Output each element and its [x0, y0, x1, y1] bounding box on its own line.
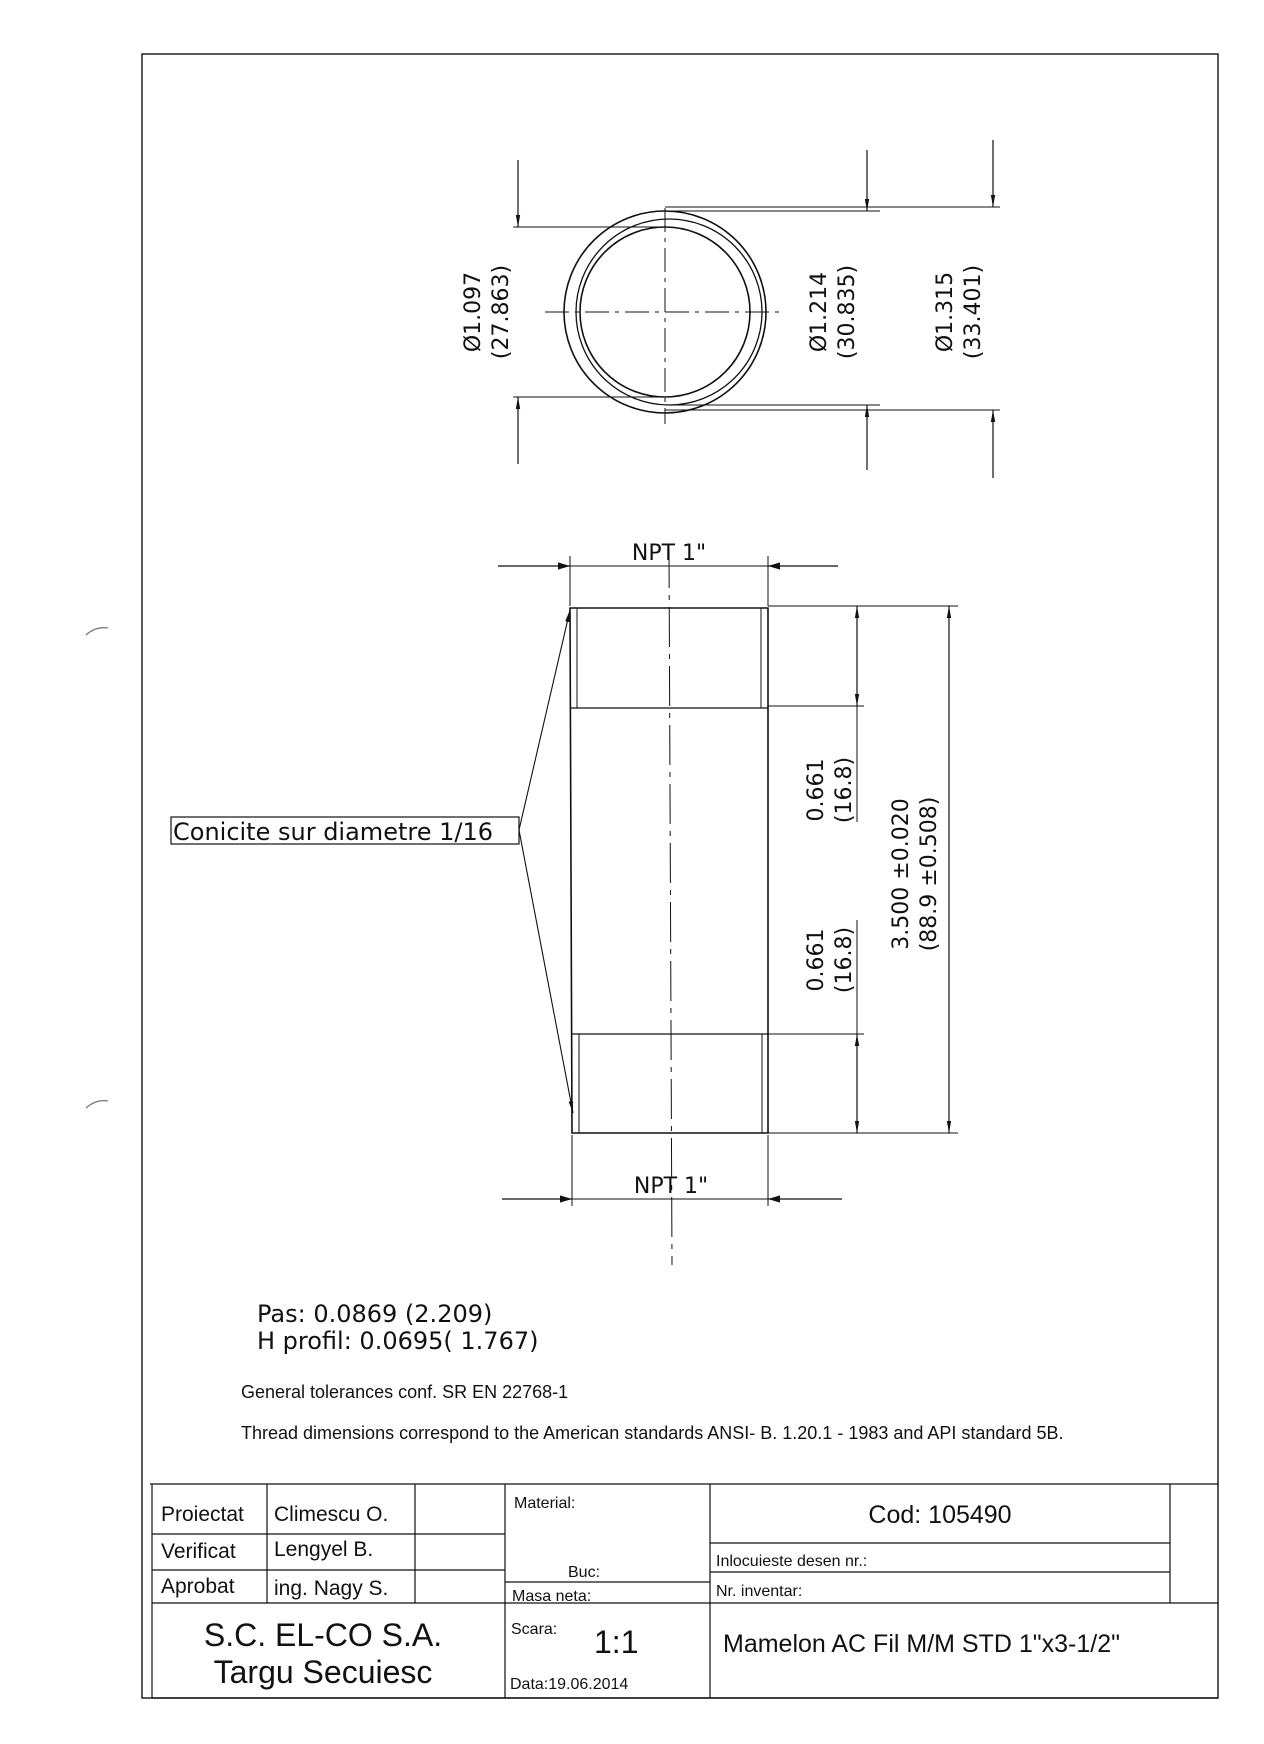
name-verificat: Lengyel B.: [274, 1538, 374, 1561]
dia-1315-mm: (33.401): [961, 264, 986, 360]
company-line1: S.C. EL-CO S.A.: [203, 1617, 443, 1653]
name-proiectat: Climescu O.: [274, 1503, 389, 1526]
cod: Cod: 105490: [868, 1501, 1012, 1529]
side-view: [171, 541, 958, 1265]
scan-mark: [86, 628, 108, 635]
name-aprobat: ing. Nagy S.: [274, 1577, 389, 1600]
notes: [241, 1300, 1063, 1443]
note-h-profil: H profil: 0.0695( 1.767): [257, 1327, 539, 1355]
dia-1097: Ø1.097: [461, 271, 486, 353]
dia-1214-mm: (30.835): [835, 264, 860, 360]
leader-arrow: [519, 830, 573, 1113]
drawing-border: [142, 54, 1218, 1698]
role-verificat: Verificat: [161, 1540, 236, 1563]
dia-1315: Ø1.315: [933, 271, 958, 353]
part-name: Mamelon AC Fil M/M STD 1"x3-1/2": [723, 1630, 1121, 1658]
thread-len-bottom: 0.661: [804, 928, 829, 992]
buc-label: Buc:: [568, 1564, 601, 1581]
axis-centerline: [669, 548, 672, 1265]
data-date: Data:19.06.2014: [510, 1676, 629, 1693]
masa-label: Masa neta:: [512, 1588, 592, 1605]
taper-label: Conicite sur diametre 1/16: [173, 818, 493, 846]
top-view: [461, 140, 1000, 478]
scara-value: 1:1: [594, 1624, 639, 1660]
overall-length-mm: (88.9 ±0.508): [917, 796, 942, 952]
overall-length: 3.500 ±0.020: [889, 798, 914, 950]
note-pas: Pas: 0.0869 (2.209): [257, 1300, 493, 1328]
scan-mark: [86, 1101, 108, 1108]
npt-bottom-label: NPT 1": [633, 1174, 709, 1199]
npt-top-label: NPT 1": [631, 541, 707, 566]
leader-arrow: [519, 610, 570, 830]
title-block-text: [161, 1495, 1120, 1693]
nipple-body: [570, 608, 768, 1133]
dia-1097-mm: (27.863): [489, 264, 514, 360]
note-tolerances: General tolerances conf. SR EN 22768-1: [241, 1382, 569, 1402]
role-proiectat: Proiectat: [161, 1503, 244, 1526]
thread-len-top-mm: (16.8): [832, 756, 857, 824]
material-label: Material:: [514, 1495, 576, 1512]
inlocuieste-label: Inlocuieste desen nr.:: [716, 1553, 868, 1570]
role-aprobat: Aprobat: [161, 1575, 235, 1598]
nr-inventar-label: Nr. inventar:: [716, 1583, 803, 1600]
dia-1214: Ø1.214: [807, 271, 832, 353]
scara-label: Scara:: [511, 1621, 558, 1638]
company-line2: Targu Secuiesc: [213, 1654, 433, 1690]
thread-len-top: 0.661: [804, 758, 829, 822]
note-thread-standard: Thread dimensions correspond to the American standards ANSI- B. 1.20.1 - 1983 and API standard 5B.: [241, 1423, 1064, 1443]
thread-len-bottom-mm: (16.8): [832, 926, 857, 994]
